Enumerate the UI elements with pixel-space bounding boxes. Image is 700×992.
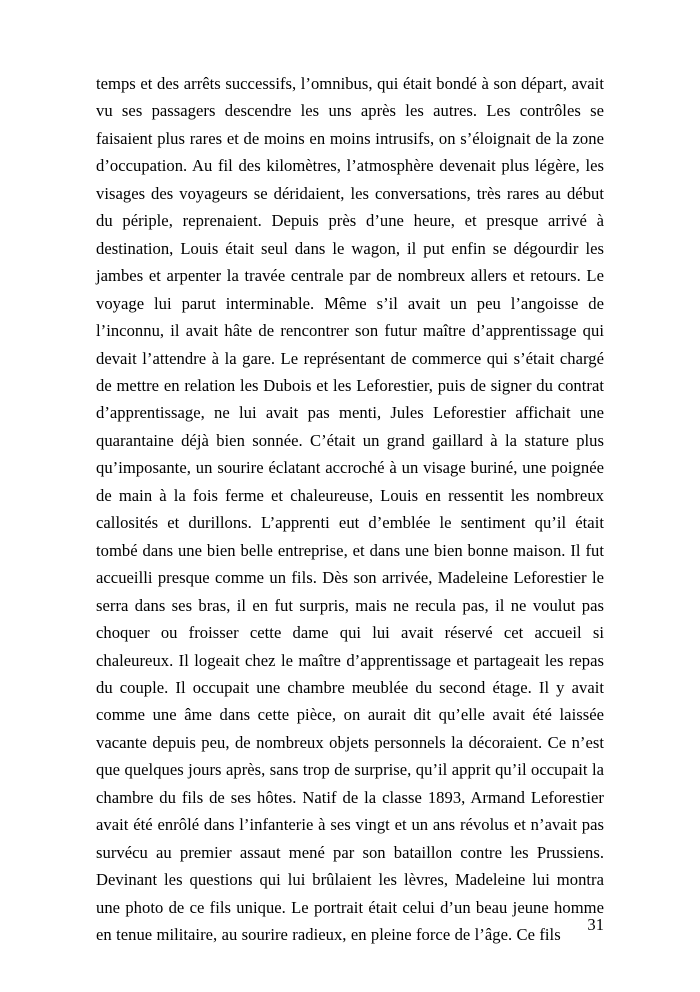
page-number: 31 — [587, 915, 604, 934]
body-text-block — [96, 70, 604, 949]
body-paragraph: temps et des arrêts successifs, l’omnibus, qui était bondé à son départ, avait vu ses passagers descendre les uns après les autres. Les contrôles se faisaient plus rares et de moins en moins intrusifs, on s’éloignait de la zone d’occupation. Au fil des kilomètres, l’atmosphère devenait plus légère, les visages des voyageurs se déridaient, les conversations, très rares au début du périple, reprenaient. Depuis près d’une heure, et presque arrivé à destination, Louis était seul dans le wagon, il put enfin se dégourdir les jambes et arpenter la travée centrale par de nombreux allers et retours. Le voyage lui parut interminable. Même s’il avait un peu l’angoisse de l’inconnu, il avait hâte de rencontrer son futur maître d’apprentissage qui devait l’attendre à la gare. Le représentant de commerce qui s’était chargé de mettre en relation les Dubois et les Leforestier, puis de signer du contrat d’apprentissage, ne lui avait pas menti, Jules Leforestier affichait une quarantaine déjà bien sonnée. C’était un grand gaillard à la stature plus qu’imposante, un sourire éclatant accroché à un visage buriné, une poignée de main à la fois ferme et chaleureuse, Louis en ressentit les nombreux callosités et durillons. L’apprenti eut d’emblée le sentiment qu’il était tombé dans une bien belle entreprise, et dans une bien bonne maison. Il fut accueilli presque comme un fils. Dès son arrivée, Madeleine Leforestier le serra dans ses bras, il en fut surpris, mais ne recula pas, il ne voulut pas choquer ou froisser cette dame qui lui avait réservé cet accueil si chaleureux. Il logeait chez le maître d’apprentissage et partageait les repas du couple. Il occupait une chambre meublée du second étage. Il y avait comme une âme dans cette pièce, on aurait dit qu’elle avait été laissée vacante depuis peu, de nombreux objets personnels la décoraient. Ce n’est que quelques jours après, sans trop de surprise, qu’il apprit qu’il occupait la chambre du fils de ses hôtes. Natif de la classe 1893, Armand Leforestier avait été enrôlé dans l’infanterie à ses vingt et un ans révolus et n’avait pas survécu au premier assaut mené par son bataillon contre les Prussiens. Devinant les questions qui lui brûlaient les lèvres, Madeleine lui montra une photo de ce fils unique. Le portrait était celui d’un beau jeune homme en tenue militaire, au sourire radieux, en pleine force de l’âge. Ce fils — [96, 74, 604, 945]
page-number-container — [96, 915, 604, 935]
